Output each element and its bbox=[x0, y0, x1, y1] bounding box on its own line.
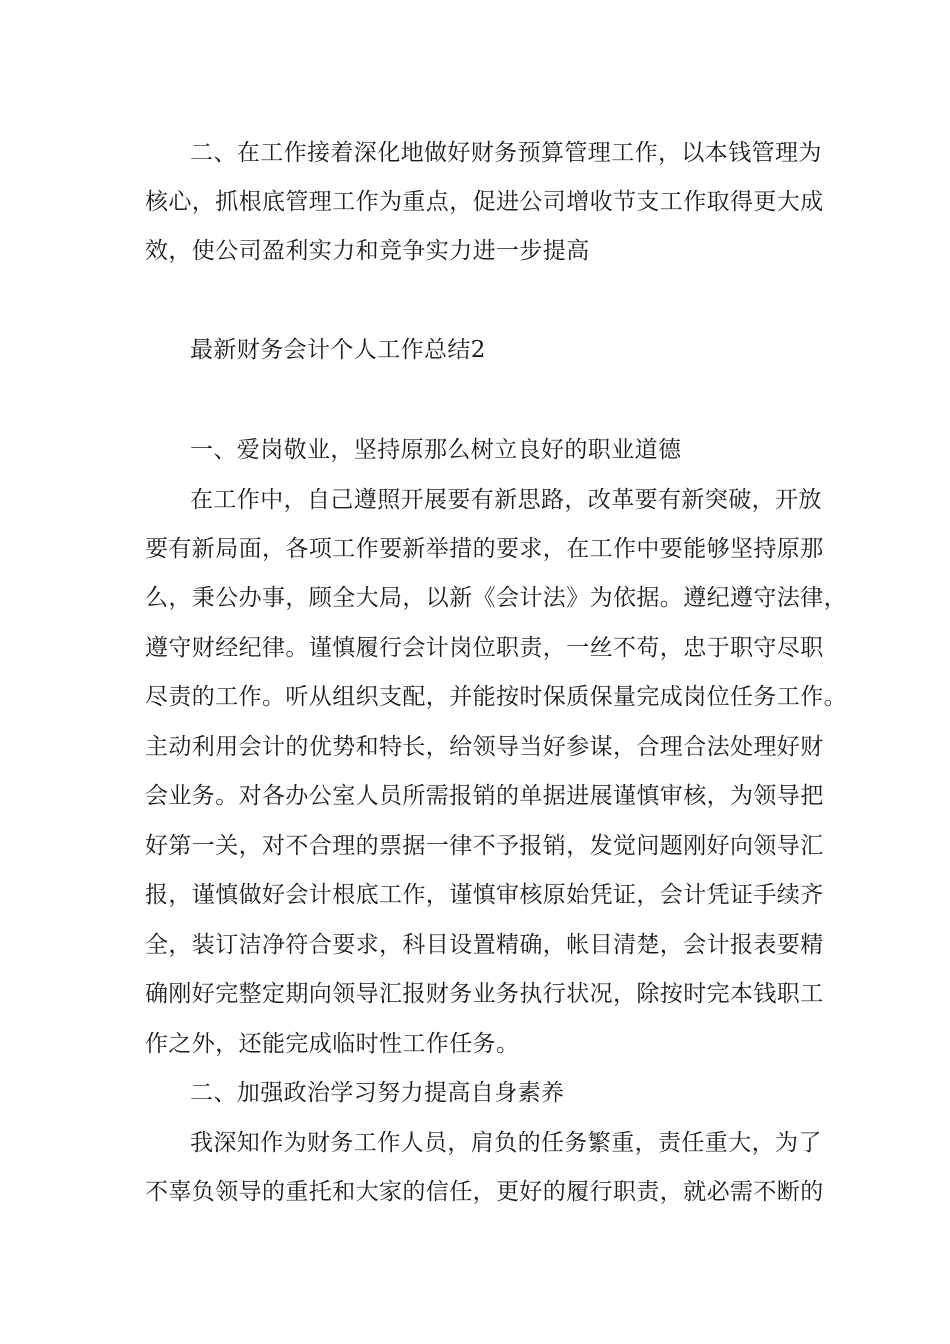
paragraph-line: 确刚好完整定期向领导汇报财务业务执行状况，除按时完本钱职工 bbox=[145, 981, 824, 1007]
paragraph-line: 不辜负领导的重托和大家的信任，更好的履行职责，就必需不断的 bbox=[145, 1179, 824, 1205]
paragraph-line: 作之外，还能完成临时性工作任务。 bbox=[145, 1031, 520, 1057]
paragraph-line: 好第一关，对不合理的票据一律不予报销，发觉问题刚好向领导汇 bbox=[145, 833, 824, 859]
section-heading: 一、爱岗敬业，坚持原那么树立良好的职业道德 bbox=[190, 437, 682, 463]
paragraph-line: 报，谨慎做好会计根底工作，谨慎审核原始凭证，会计凭证手续齐 bbox=[145, 882, 824, 908]
paragraph-line: 会业务。对各办公室人员所需报销的单据进展谨慎审核，为领导把 bbox=[145, 783, 824, 809]
section-heading: 二、加强政治学习努力提高自身素养 bbox=[190, 1080, 565, 1106]
section-title: 最新财务会计个人工作总结2 bbox=[190, 337, 486, 363]
paragraph-line: 么，秉公办事，顾全大局，以新《会计法》为依据。遵纪遵守法律， bbox=[145, 585, 847, 611]
paragraph-line: 核心，抓根底管理工作为重点，促进公司增收节支工作取得更大成 bbox=[145, 189, 824, 215]
paragraph-line: 在工作中，自己遵照开展要有新思路，改革要有新突破，开放 bbox=[190, 487, 822, 513]
paragraph-line: 要有新局面，各项工作要新举措的要求，在工作中要能够坚持原那 bbox=[145, 536, 824, 562]
paragraph-line: 效，使公司盈利实力和竞争实力进一步提高 bbox=[145, 238, 590, 264]
paragraph-line: 遵守财经纪律。谨慎履行会计岗位职责，一丝不苟，忠于职守尽职 bbox=[145, 635, 824, 661]
paragraph-line: 我深知作为财务工作人员，肩负的任务繁重，责任重大，为了 bbox=[190, 1130, 822, 1156]
paragraph-line: 二、在工作接着深化地做好财务预算管理工作，以本钱管理为 bbox=[190, 140, 822, 166]
paragraph-line: 主动利用会计的优势和特长，给领导当好参谋，合理合法处理好财 bbox=[145, 734, 824, 760]
paragraph-line: 全，装订洁净符合要求，科目设置精确，帐目清楚，会计报表要精 bbox=[145, 932, 824, 958]
paragraph-line: 尽责的工作。听从组织支配，并能按时保质保量完成岗位任务工作。 bbox=[145, 684, 847, 710]
